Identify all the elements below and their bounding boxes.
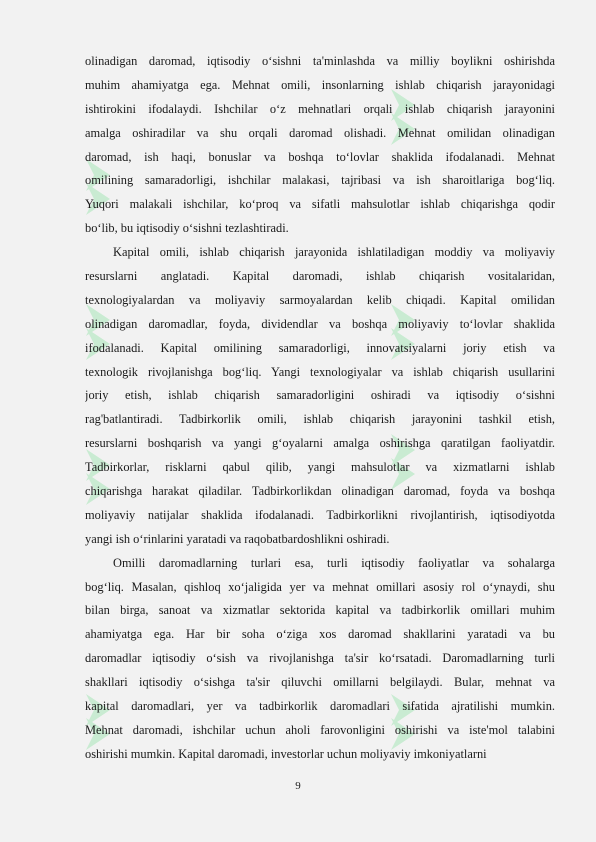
paragraph-3-line: bog‘liq. Masalan, qishloq xo‘jaligida yer va mehnat omillari asosiy rol o‘ynaydi, shu: [85, 579, 555, 594]
paragraph-2-line: ifodalanadi. Kapital omilining samaradorligi, innovatsiyalarni joriy etish va: [85, 340, 555, 355]
paragraph-3-line: ahamiyatga ega. Har bir soha o‘ziga xos daromad shakllarini yaratadi va bu: [85, 627, 555, 642]
paragraph-2-line: olinadigan daromadlar, foyda, dividendlar va boshqa moliyaviy to‘lovlar shaklida: [85, 316, 555, 331]
paragraph-3-line: bilan birga, sanoat va xizmatlar sektorida kapital va tadbirkorlik omillari muhim: [85, 603, 555, 618]
paragraph-2-line: chiqarishga harakat qiladilar. Tadbirkorlikdan olinadigan daromad, foyda va boshqa: [85, 484, 555, 499]
page-number: 9: [295, 780, 301, 792]
paragraph-3-line: daromadlar iqtisodiy o‘sish va rivojlanishga ta'sir ko‘rsatadi. Daromadlarning turli: [85, 651, 555, 666]
paragraph-2-line: joriy etish, ishlab chiqarish samaradorligini oshiradi va iqtisodiy o‘sishni: [85, 388, 555, 403]
paragraph-3-line: Omilli daromadlarning turlari esa, turli iqtisodiy faoliyatlar va sohalarga: [113, 555, 555, 570]
paragraph-1-line: muhim ahamiyatga ega. Mehnat omili, insonlarning ishlab chiqarish jarayonidagi: [85, 77, 555, 92]
paragraph-1-line: bo‘lib, bu iqtisodiy o‘sishni tezlashtiradi.: [85, 221, 289, 236]
paragraph-3-line: Mehnat daromadi, ishchilar uchun aholi farovonligini oshirishi va iste'mol talabini: [85, 722, 555, 737]
paragraph-2-line: Tadbirkorlar, risklarni qabul qilib, yangi mahsulotlar va xizmatlarni ishlab: [85, 460, 555, 475]
paragraph-3-line: oshirishi mumkin. Kapital daromadi, investorlar uchun moliyaviy imkoniyatlarni: [85, 746, 487, 761]
page-body-text: [85, 50, 555, 767]
paragraph-2-line: Kapital omili, ishlab chiqarish jarayonida ishlatiladigan moddiy va moliyaviy: [113, 245, 555, 260]
paragraph-2-line: rag'batlantiradi. Tadbirkorlik omili, ishlab chiqarish jarayonini tashkil etish,: [85, 412, 555, 427]
paragraph-1-line: omilining samaradorligi, ishchilar malakasi, tajribasi va ish sharoitlariga bog‘liq.: [85, 173, 555, 188]
paragraph-2-line: resurslarni anglatadi. Kapital daromadi, ishlab chiqarish vositalaridan,: [85, 269, 555, 284]
paragraph-2-line: resurslarni boshqarish va yangi g‘oyalarni amalga oshirishga qaratilgan faoliyatdir.: [85, 436, 555, 451]
paragraph-1-line: Yuqori malakali ishchilar, ko‘proq va sifatli mahsulotlar ishlab chiqarishga qodir: [85, 197, 555, 212]
paragraph-1-line: ishtirokini ifodalaydi. Ishchilar o‘z mehnatlari orqali ishlab chiqarish jarayonini: [85, 101, 555, 116]
paragraph-1-line: olinadigan daromad, iqtisodiy o‘sishni ta'minlashda va milliy boylikni oshirishda: [85, 54, 555, 68]
paragraph-1-line: daromad, ish haqi, bonuslar va boshqa to‘lovlar shaklida ifodalanadi. Mehnat: [85, 149, 555, 164]
paragraph-2-line: moliyaviy natijalar shaklida ifodalanadi. Tadbirkorlikni rivojlantirish, iqtisodiyotda: [85, 507, 555, 522]
paragraph-2-line: yangi ish o‘rinlarini yaratadi va raqobatbardoshlikni oshiradi.: [85, 531, 390, 546]
paragraph-1-line: amalga oshiradilar va shu orqali daromad olishadi. Mehnat omilidan olinadigan: [85, 125, 555, 140]
paragraph-3-line: shakllari iqtisodiy o‘sishga ta'sir qiluvchi omillarni belgilaydi. Bular, mehnat va: [85, 675, 555, 690]
paragraph-3-line: kapital daromadlari, yer va tadbirkorlik daromadlari sifatida ajratilishi mumkin.: [85, 699, 555, 714]
paragraph-2-line: texnologik rivojlanishga bog‘liq. Yangi texnologiyalar va ishlab chiqarish usullarini: [85, 364, 555, 379]
paragraph-2-line: texnologiyalardan va moliyaviy sarmoyalardan kelib chiqadi. Kapital omilidan: [85, 292, 555, 307]
